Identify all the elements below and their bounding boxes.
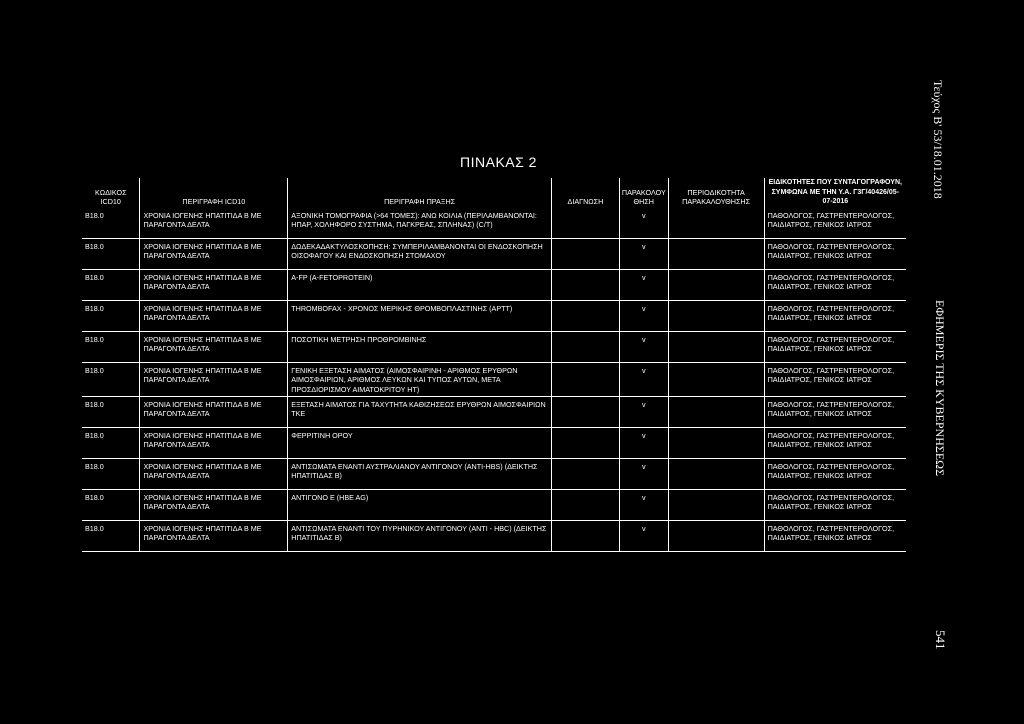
cell-specialties: ΠΑΘΟΛΟΓΟΣ, ΓΑΣΤΡΕΝΤΕΡΟΛΟΓΟΣ, ΠΑΙΔΙΑΤΡΟΣ, ΓΕΝΙΚΟΣ ΙΑΤΡΟΣ (764, 520, 906, 551)
cell-frequency (668, 427, 764, 458)
cell-action-description: ΓΕΝΙΚΗ ΕΞΕΤΑΣΗ ΑΙΜΑΤΟΣ (ΑΙΜΟΣΦΑΙΡΙΝΗ - ΑΡΙΘΜΟΣ ΕΡΥΘΡΩΝ ΑΙΜΟΣΦΑΙΡΙΩΝ, ΑΡΙΘΜΟΣ ΛΕΥΚΩΝ ΚΑΙ ΤΥΠΟΣ ΑΥΤΩΝ, ΜΕΤΑ ΠΡΟΣΔΙΟΡΙΣΜΟΥ ΑΙΜΑΤΟΚΡΙΤΟΥ ΗΤ) (288, 362, 552, 396)
cell-code: B18.0 (82, 458, 140, 489)
page-number (932, 630, 956, 660)
cell-code: B18.0 (82, 238, 140, 269)
cell-icd-description: ΧΡΟΝΙΑ ΙΟΓΕΝΗΣ ΗΠΑΤΙΤΙΔΑ Β ΜΕ ΠΑΡΑΓΟΝΤΑ ΔΕΛΤΑ (140, 208, 288, 239)
cell-diagnosis (551, 208, 619, 239)
page-title: ΠΙΝΑΚΑΣ 2 (460, 154, 537, 170)
cell-icd-description: ΧΡΟΝΙΑ ΙΟΓΕΝΗΣ ΗΠΑΤΙΤΙΔΑ Β ΜΕ ΠΑΡΑΓΟΝΤΑ ΔΕΛΤΑ (140, 238, 288, 269)
cell-icd-description: ΧΡΟΝΙΑ ΙΟΓΕΝΗΣ ΗΠΑΤΙΤΙΔΑ Β ΜΕ ΠΑΡΑΓΟΝΤΑ ΔΕΛΤΑ (140, 458, 288, 489)
table-row (82, 520, 906, 551)
header-code: ΚΩΔΙΚΟΣ ICD10 (94, 187, 127, 207)
table-row (82, 208, 906, 239)
cell-specialties: ΠΑΘΟΛΟΓΟΣ, ΓΑΣΤΡΕΝΤΕΡΟΛΟΓΟΣ, ΠΑΙΔΙΑΤΡΟΣ, ΓΕΝΙΚΟΣ ΙΑΤΡΟΣ (764, 331, 906, 362)
table-row (82, 458, 906, 489)
cell-action-description: ΑΝΤΙΣΩΜΑΤΑ ΕΝΑΝΤΙ ΑΥΣΤΡΑΛΙΑΝΟΥ ΑΝΤΙΓΟΝΟΥ (ANTI-HBS) (ΔΕΙΚΤΗΣ ΗΠΑΤΙΤΙΔΑΣ Β) (288, 458, 552, 489)
cell-monitoring: v (619, 300, 668, 331)
cell-frequency (668, 208, 764, 239)
cell-action-description: A-FP (A-FETOPROTEIN) (288, 269, 552, 300)
cell-diagnosis (551, 458, 619, 489)
issue-label (930, 80, 954, 215)
procedures-table (82, 178, 906, 552)
cell-monitoring: v (619, 458, 668, 489)
cell-specialties: ΠΑΘΟΛΟΓΟΣ, ΓΑΣΤΡΕΝΤΕΡΟΛΟΓΟΣ, ΠΑΙΔΙΑΤΡΟΣ, ΓΕΝΙΚΟΣ ΙΑΤΡΟΣ (764, 396, 906, 427)
header-action-description: ΠΕΡΙΓΡΑΦΗ ΠΡΑΞΗΣ (288, 178, 552, 208)
cell-action-description: THROMBOFAX - ΧΡΟΝΟΣ ΜΕΡΙΚΗΣ ΘΡΟΜΒΟΠΛΑΣΤΙΝΗΣ (APTT) (288, 300, 552, 331)
cell-icd-description: ΧΡΟΝΙΑ ΙΟΓΕΝΗΣ ΗΠΑΤΙΤΙΔΑ Β ΜΕ ΠΑΡΑΓΟΝΤΑ ΔΕΛΤΑ (140, 300, 288, 331)
cell-specialties: ΠΑΘΟΛΟΓΟΣ, ΓΑΣΤΡΕΝΤΕΡΟΛΟΓΟΣ, ΠΑΙΔΙΑΤΡΟΣ, ΓΕΝΙΚΟΣ ΙΑΤΡΟΣ (764, 269, 906, 300)
cell-frequency (668, 396, 764, 427)
cell-code: B18.0 (82, 269, 140, 300)
cell-diagnosis (551, 300, 619, 331)
cell-frequency (668, 362, 764, 396)
cell-frequency (668, 269, 764, 300)
cell-frequency (668, 520, 764, 551)
cell-frequency (668, 238, 764, 269)
cell-action-description: ΔΩΔΕΚΑΔΑΚΤΥΛΟΣΚΟΠΗΣΗ: ΣΥΜΠΕΡΙΛΑΜΒΑΝΟΝΤΑΙ ΟΙ ΕΝΔΟΣΚΟΠΗΣΗ ΟΙΣΟΦΑΓΟΥ ΚΑΙ ΕΝΔΟΣΚΟΠΗΣΗ ΣΤΟΜΑΧΟΥ (288, 238, 552, 269)
cell-monitoring: v (619, 427, 668, 458)
cell-monitoring: v (619, 208, 668, 239)
cell-code: B18.0 (82, 300, 140, 331)
cell-diagnosis (551, 362, 619, 396)
cell-code: B18.0 (82, 208, 140, 239)
cell-monitoring: v (619, 331, 668, 362)
cell-specialties: ΠΑΘΟΛΟΓΟΣ, ΓΑΣΤΡΕΝΤΕΡΟΛΟΓΟΣ, ΠΑΙΔΙΑΤΡΟΣ, ΓΕΝΙΚΟΣ ΙΑΤΡΟΣ (764, 458, 906, 489)
table-row (82, 331, 906, 362)
cell-icd-description: ΧΡΟΝΙΑ ΙΟΓΕΝΗΣ ΗΠΑΤΙΤΙΔΑ Β ΜΕ ΠΑΡΑΓΟΝΤΑ ΔΕΛΤΑ (140, 362, 288, 396)
table-row (82, 489, 906, 520)
cell-monitoring: v (619, 269, 668, 300)
cell-icd-description: ΧΡΟΝΙΑ ΙΟΓΕΝΗΣ ΗΠΑΤΙΤΙΔΑ Β ΜΕ ΠΑΡΑΓΟΝΤΑ ΔΕΛΤΑ (140, 520, 288, 551)
cell-action-description: ΦΕΡΡΙΤΙΝΗ ΟΡΟΥ (288, 427, 552, 458)
cell-frequency (668, 331, 764, 362)
cell-frequency (668, 300, 764, 331)
header-monitoring: ΠΑΡΑΚΟΛΟΥ ΘΗΣΗ (619, 178, 668, 208)
cell-code: B18.0 (82, 427, 140, 458)
cell-code: B18.0 (82, 396, 140, 427)
gazette-label (932, 300, 956, 477)
cell-monitoring: v (619, 520, 668, 551)
cell-monitoring: v (619, 396, 668, 427)
cell-diagnosis (551, 520, 619, 551)
cell-action-description: ΕΞΕΤΑΣΗ ΑΙΜΑΤΟΣ ΓΙΑ ΤΑΧΥΤΗΤΑ ΚΑΘΙΖΗΣΕΩΣ ΕΡΥΘΡΩΝ ΑΙΜΟΣΦΑΙΡΙΩΝ ΤΚΕ (288, 396, 552, 427)
cell-diagnosis (551, 489, 619, 520)
table-row (82, 362, 906, 396)
header-specialties: ΕΙΔΙΚΟΤΗΤΕΣ ΠΟΥ ΣΥΝΤΑΓΟΓΡΑΦΟΥΝ, ΣΥΜΦΩΝΑ ΜΕ ΤΗΝ Υ.Α. Γ3Γ/40426/05-07-2016 (764, 178, 906, 208)
cell-icd-description: ΧΡΟΝΙΑ ΙΟΓΕΝΗΣ ΗΠΑΤΙΤΙΔΑ Β ΜΕ ΠΑΡΑΓΟΝΤΑ ΔΕΛΤΑ (140, 269, 288, 300)
cell-icd-description: ΧΡΟΝΙΑ ΙΟΓΕΝΗΣ ΗΠΑΤΙΤΙΔΑ Β ΜΕ ΠΑΡΑΓΟΝΤΑ ΔΕΛΤΑ (140, 331, 288, 362)
cell-specialties: ΠΑΘΟΛΟΓΟΣ, ΓΑΣΤΡΕΝΤΕΡΟΛΟΓΟΣ, ΠΑΙΔΙΑΤΡΟΣ, ΓΕΝΙΚΟΣ ΙΑΤΡΟΣ (764, 427, 906, 458)
cell-diagnosis (551, 427, 619, 458)
cell-icd-description: ΧΡΟΝΙΑ ΙΟΓΕΝΗΣ ΗΠΑΤΙΤΙΔΑ Β ΜΕ ΠΑΡΑΓΟΝΤΑ ΔΕΛΤΑ (140, 427, 288, 458)
cell-action-description: ΠΟΣΟΤΙΚΗ ΜΕΤΡΗΣΗ ΠΡΟΘΡΟΜΒΙΝΗΣ (288, 331, 552, 362)
table-row (82, 396, 906, 427)
cell-diagnosis (551, 269, 619, 300)
header-icd-description: ΠΕΡΙΓΡΑΦΗ ICD10 (140, 178, 288, 208)
issue-text: Τεύχος Β' 53/18.01.2018 (931, 80, 945, 199)
table-row (82, 238, 906, 269)
header-diagnosis: ΔΙΑΓΝΩΣΗ (551, 178, 619, 208)
cell-frequency (668, 458, 764, 489)
cell-specialties: ΠΑΘΟΛΟΓΟΣ, ΓΑΣΤΡΕΝΤΕΡΟΛΟΓΟΣ, ΠΑΙΔΙΑΤΡΟΣ, ΓΕΝΙΚΟΣ ΙΑΤΡΟΣ (764, 489, 906, 520)
cell-monitoring: v (619, 489, 668, 520)
cell-specialties: ΠΑΘΟΛΟΓΟΣ, ΓΑΣΤΡΕΝΤΕΡΟΛΟΓΟΣ, ΠΑΙΔΙΑΤΡΟΣ, ΓΕΝΙΚΟΣ ΙΑΤΡΟΣ (764, 300, 906, 331)
cell-monitoring: v (619, 362, 668, 396)
cell-icd-description: ΧΡΟΝΙΑ ΙΟΓΕΝΗΣ ΗΠΑΤΙΤΙΔΑ Β ΜΕ ΠΑΡΑΓΟΝΤΑ ΔΕΛΤΑ (140, 396, 288, 427)
page-number-text: 541 (933, 630, 948, 650)
cell-code: B18.0 (82, 489, 140, 520)
header-frequency: ΠΕΡΙΟΔΙΚΟΤΗΤΑ ΠΑΡΑΚΑΛΟΥΘΗΣΗΣ (668, 178, 764, 208)
cell-diagnosis (551, 331, 619, 362)
cell-action-description: ΑΝΤΙΓΟΝΟ Ε (HBE AG) (288, 489, 552, 520)
cell-code: B18.0 (82, 520, 140, 551)
cell-code: B18.0 (82, 331, 140, 362)
gazette-text: ΕΦΗΜΕΡΙΣ ΤΗΣ ΚΥΒΕΡΝΗΣΕΩΣ (933, 300, 947, 477)
cell-specialties: ΠΑΘΟΛΟΓΟΣ, ΓΑΣΤΡΕΝΤΕΡΟΛΟΓΟΣ, ΠΑΙΔΙΑΤΡΟΣ, ΓΕΝΙΚΟΣ ΙΑΤΡΟΣ (764, 362, 906, 396)
cell-action-description: ΑΞΟΝΙΚΗ ΤΟΜΟΓΡΑΦΙΑ (>64 ΤΟΜΕΣ): ΑΝΩ ΚΟΙΛΙΑ (ΠΕΡΙΛΑΜΒΑΝΟΝΤΑΙ: ΗΠΑΡ, ΧΟΛΗΦΟΡΟ ΣΥΣΤΗΜΑ, ΠΑΓΚΡΕΑΣ, ΣΠΛΗΝΑΣ) (C/T) (288, 208, 552, 239)
table-row (82, 427, 906, 458)
cell-diagnosis (551, 396, 619, 427)
cell-specialties: ΠΑΘΟΛΟΓΟΣ, ΓΑΣΤΡΕΝΤΕΡΟΛΟΓΟΣ, ΠΑΙΔΙΑΤΡΟΣ, ΓΕΝΙΚΟΣ ΙΑΤΡΟΣ (764, 238, 906, 269)
cell-frequency (668, 489, 764, 520)
cell-icd-description: ΧΡΟΝΙΑ ΙΟΓΕΝΗΣ ΗΠΑΤΙΤΙΔΑ Β ΜΕ ΠΑΡΑΓΟΝΤΑ ΔΕΛΤΑ (140, 489, 288, 520)
cell-code: B18.0 (82, 362, 140, 396)
table-row (82, 300, 906, 331)
table-row (82, 269, 906, 300)
cell-diagnosis (551, 238, 619, 269)
table-header-row (82, 178, 906, 208)
cell-specialties: ΠΑΘΟΛΟΓΟΣ, ΓΑΣΤΡΕΝΤΕΡΟΛΟΓΟΣ, ΠΑΙΔΙΑΤΡΟΣ, ΓΕΝΙΚΟΣ ΙΑΤΡΟΣ (764, 208, 906, 239)
cell-monitoring: v (619, 238, 668, 269)
cell-action-description: ΑΝΤΙΣΩΜΑΤΑ ΕΝΑΝΤΙ ΤΟΥ ΠΥΡΗΝΙΚΟΥ ΑΝΤΙΓΟΝΟΥ (ANTI - HBC) (ΔΕΙΚΤΗΣ ΗΠΑΤΙΤΙΔΑΣ Β) (288, 520, 552, 551)
